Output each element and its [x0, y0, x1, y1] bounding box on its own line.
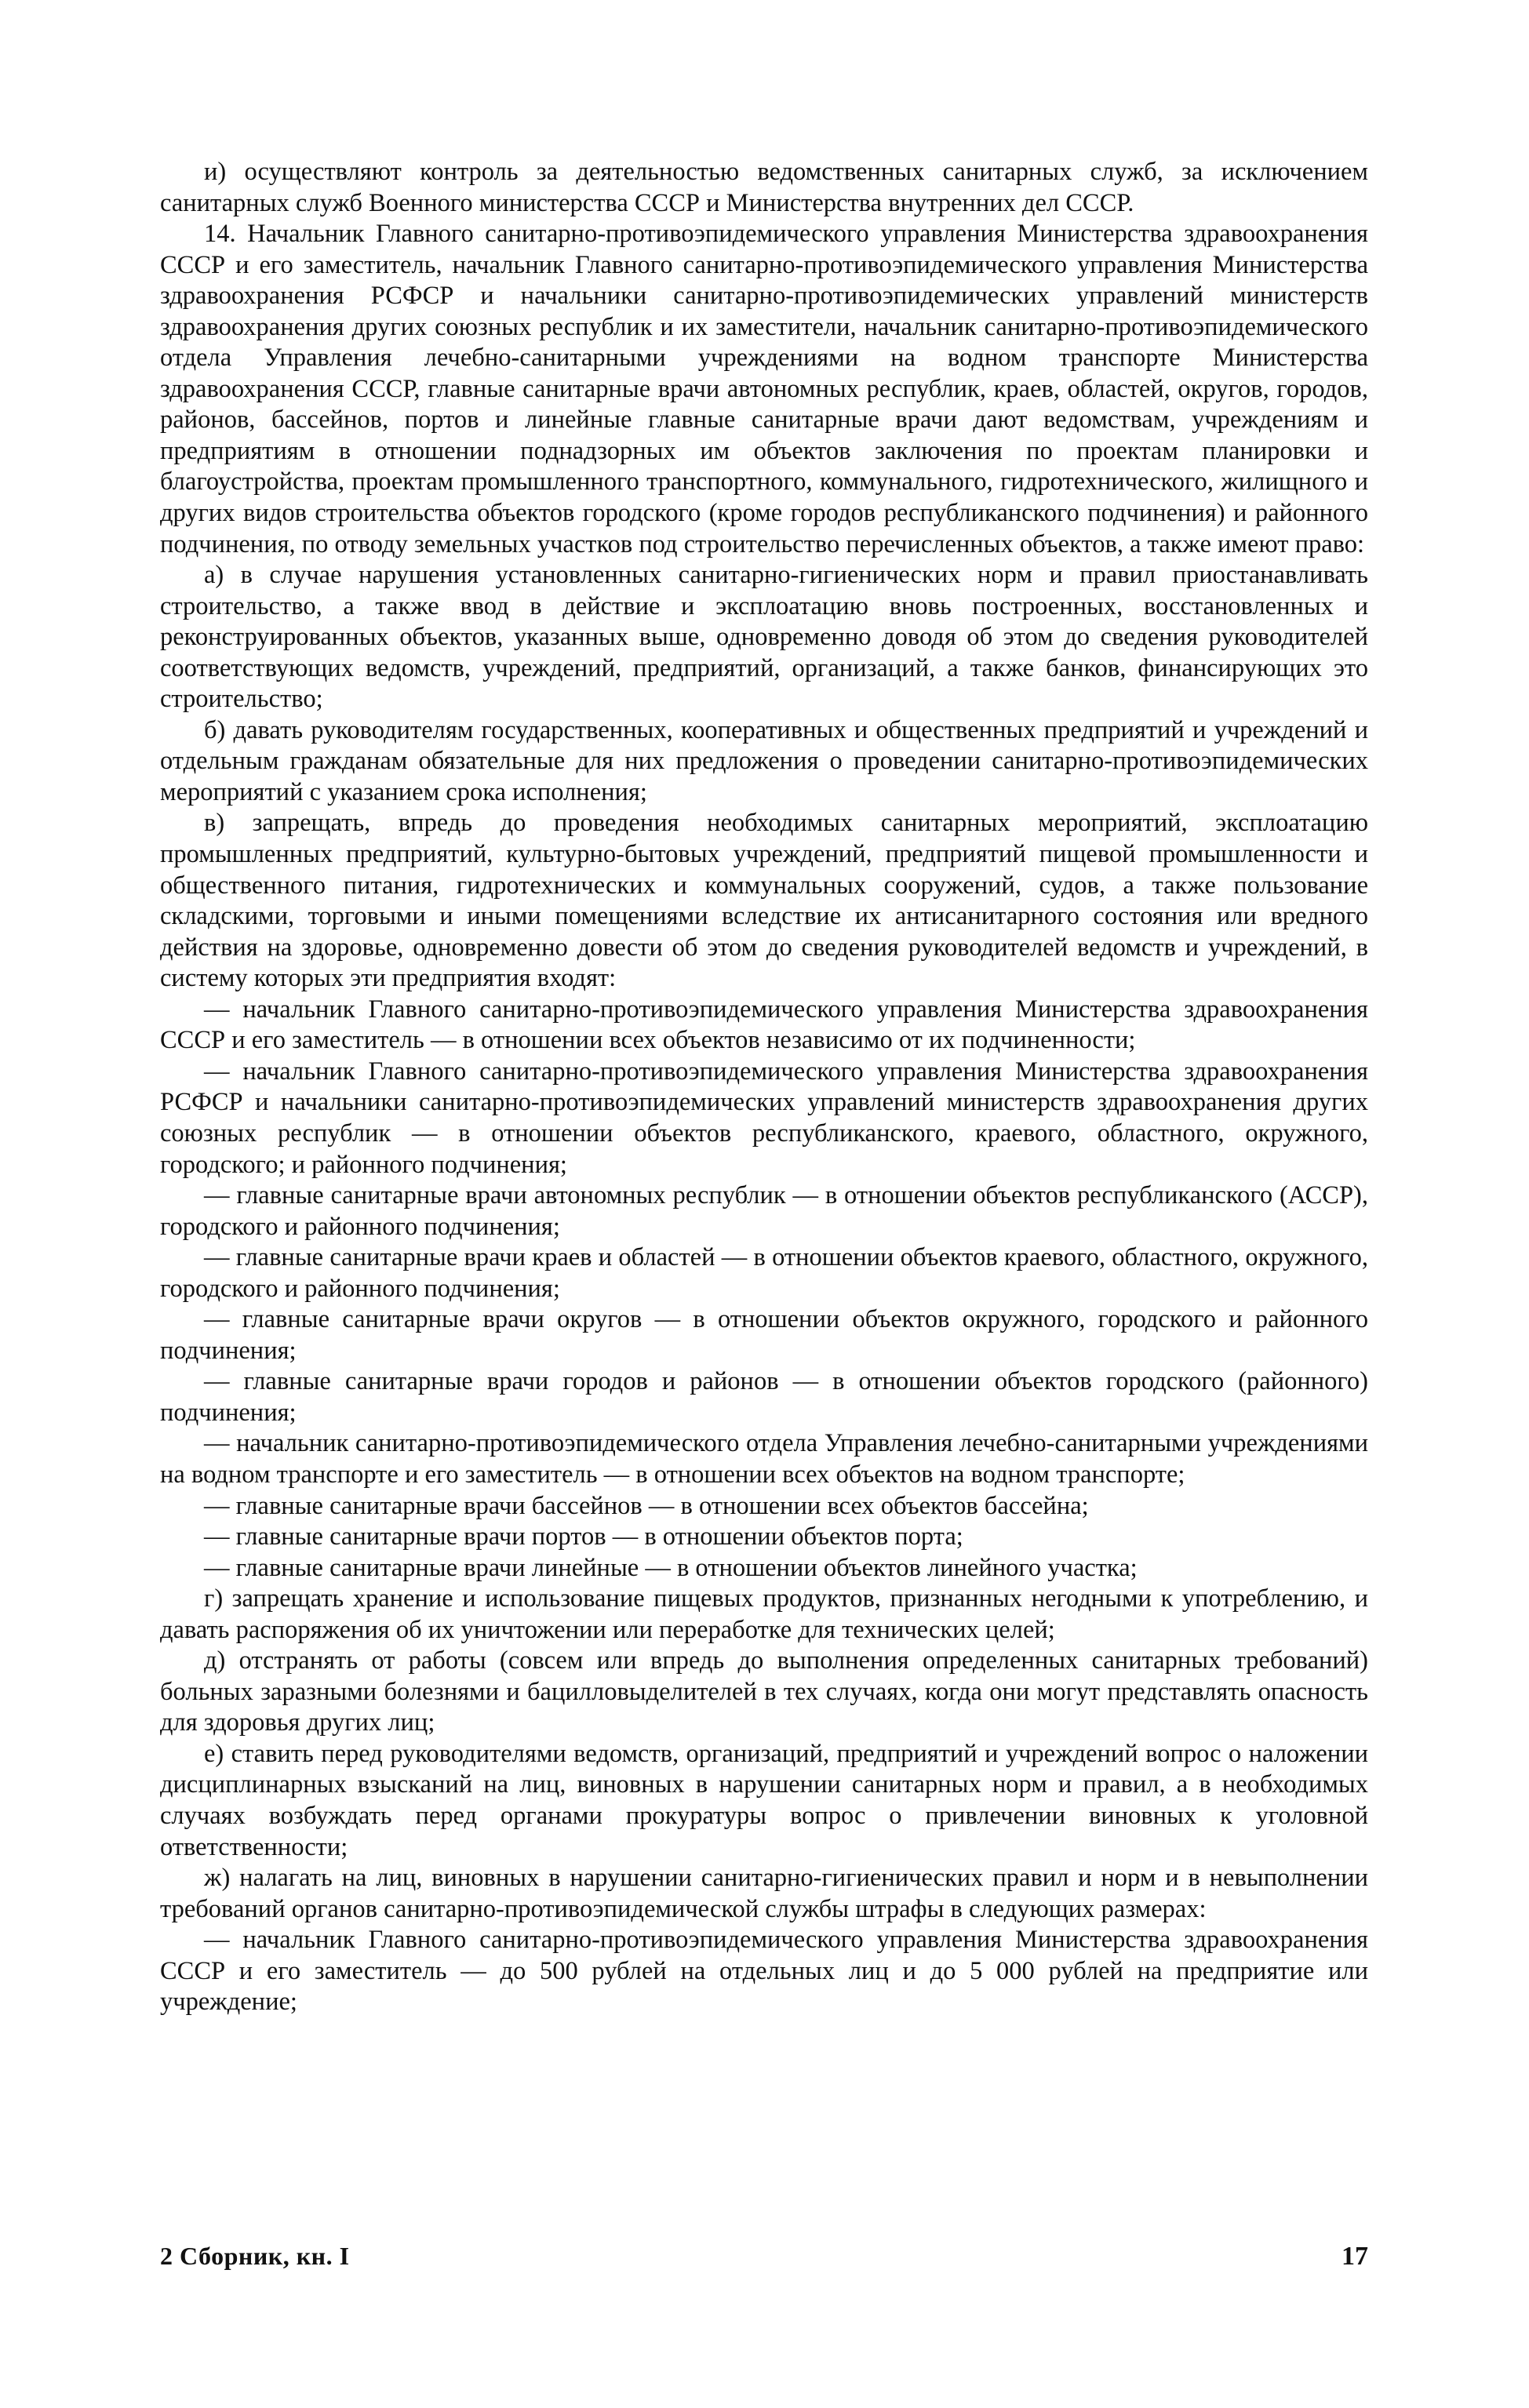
paragraph-dash-water-transport: — начальник санитарно-противоэпидемического отдела Управления лечебно-санитарными учреждениями на водном транспорте и его заместитель — в отношении всех объектов на водном транспорте; — [160, 1429, 1368, 1489]
paragraph-item-a: а) в случае нарушения установленных санитарно-гигиенических норм и правил приостанавливать строительство, а также ввод в действие и эксплоатацию вновь построенных, восстановленных и реконструированных объектов, указанных выше, одновременно доводя об этом до сведения руководителей соответствующих ведомств, учреждений, предприятий, организаций, а также банков, финансирующих это строительство; — [160, 561, 1368, 714]
signature-mark: 2 Сборник, кн. I — [160, 2242, 350, 2270]
paragraph-dash-fines-ussr: — начальник Главного санитарно-противоэпидемического управления Министерства здравоохранения СССР и его заместитель — до 500 рублей на отдельных лиц и до 5 000 рублей на предприятие или учреждение; — [160, 1926, 1368, 2017]
paragraph-dash-okrug: — главные санитарные врачи округов — в отношении объектов окружного, городского и районного подчинения; — [160, 1305, 1368, 1365]
paragraph-dash-linear: — главные санитарные врачи линейные — в отношении объектов линейного участка; — [204, 1553, 1138, 1582]
paragraph-clause-i: и) осуществляют контроль за деятельностью ведомственных санитарных служб, за исключением санитарных служб Военного министерства СССР и Министерства внутренних дел СССР. — [160, 158, 1368, 217]
paragraph-article-14: 14. Начальник Главного санитарно-противоэпидемического управления Министерства здравоохранения СССР и его заместитель, начальник Главного санитарно-противоэпидемического управления Министерства здравоохранения РСФСР и начальники санитарно-противоэпидемических управлений министерств здравоохранения других союзных республик и их заместители, начальник санитарно-противоэпидемического отдела Управления лечебно-санитарными учреждениями на водном транспорте Министерства здравоохранения СССР, главные санитарные врачи автономных республик, краев, областей, округов, городов, районов, бассейнов, портов и линейные главные санитарные врачи дают ведомствам, учреждениям и предприятиям в отношении поднадзорных им объектов заключения по проектам планировки и благоустройства, проектам промышленного транспортного, коммунального, гидротехнического, жилищного и других видов строительства объектов городского (кроме городов республиканского подчинения) и районного подчинения, по отводу земельных участков под строительство перечисленных объектов, а также имеют право: — [160, 220, 1368, 558]
paragraph-item-b: б) давать руководителям государственных, кооперативных и общественных предприятий и учреждений и отдельным гражданам обязательные для них предложения о проведении санитарно-противоэпидемических мероприятий с указанием срока исполнения; — [160, 715, 1368, 806]
paragraph-dash-ussr-chief: — начальник Главного санитарно-противоэпидемического управления Министерства здравоохранения СССР и его заместитель — в отношении всех объектов независимо от их подчиненности; — [160, 995, 1368, 1055]
paragraph-dash-rsfsr-chief: — начальник Главного санитарно-противоэпидемического управления Министерства здравоохранения РСФСР и начальники санитарно-противоэпидемических управлений министерств здравоохранения других союзных республик — в отношении объектов республиканского, краевого, областного, окружного, городского; и районного подчинения; — [160, 1057, 1368, 1179]
page-number: 17 — [1342, 2242, 1368, 2271]
paragraph-item-g: г) запрещать хранение и использование пищевых продуктов, признанных негодными к употреблению, и давать распоряжения об их уничтожении или переработке для технических целей; — [160, 1584, 1368, 1644]
paragraph-dash-autonomous-republics: — главные санитарные врачи автономных республик — в отношении объектов республиканского (АССР), городского и районного подчинения; — [160, 1181, 1368, 1241]
paragraph-item-e: е) ставить перед руководителями ведомств, организаций, предприятий и учреждений вопрос о наложении дисциплинарных взысканий на лиц, виновных в нарушении санитарных норм и правил, а в необходимых случаях возбуждать перед органами прокуратуры вопрос о привлечении виновных к уголовной ответственности; — [160, 1739, 1368, 1861]
paragraph-dash-krai-oblast: — главные санитарные врачи краев и областей — в отношении объектов краевого, областного, окружного, городского и районного подчинения; — [160, 1243, 1368, 1303]
paragraph-dash-ports: — главные санитарные врачи портов — в отношении объектов порта; — [204, 1522, 963, 1551]
page-footer — [160, 2242, 1368, 2281]
body-text — [160, 157, 1368, 2018]
paragraph-item-v: в) запрещать, впредь до проведения необходимых санитарных мероприятий, эксплоатацию промышленных предприятий, культурно-бытовых учреждений, предприятий пищевой промышленности и общественного питания, гидротехнических и коммунальных сооружений, судов, а также пользование складскими, торговыми и иными помещениями вследствие их антисанитарного состояния или вредного действия на здоровье, одновременно довести об этом до сведения руководителей ведомств и учреждений, в систему которых эти предприятия входят: — [160, 809, 1368, 993]
paragraph-item-zh: ж) налагать на лиц, виновных в нарушении санитарно-гигиенических правил и норм и в невыполнении требований органов санитарно-противоэпидемической службы штрафы в следующих размерах: — [160, 1864, 1368, 1923]
paragraph-item-d: д) отстранять от работы (совсем или впредь до выполнения определенных санитарных требований) больных заразными болезнями и бацилловыделителей в тех случаях, когда они могут представлять опасность для здоровья других лиц; — [160, 1646, 1368, 1737]
paragraph-dash-basins: — главные санитарные врачи бассейнов — в отношении всех объектов бассейна; — [204, 1491, 1089, 1520]
paragraph-dash-cities-districts: — главные санитарные врачи городов и районов — в отношении объектов городского (районного) подчинения; — [160, 1367, 1368, 1427]
